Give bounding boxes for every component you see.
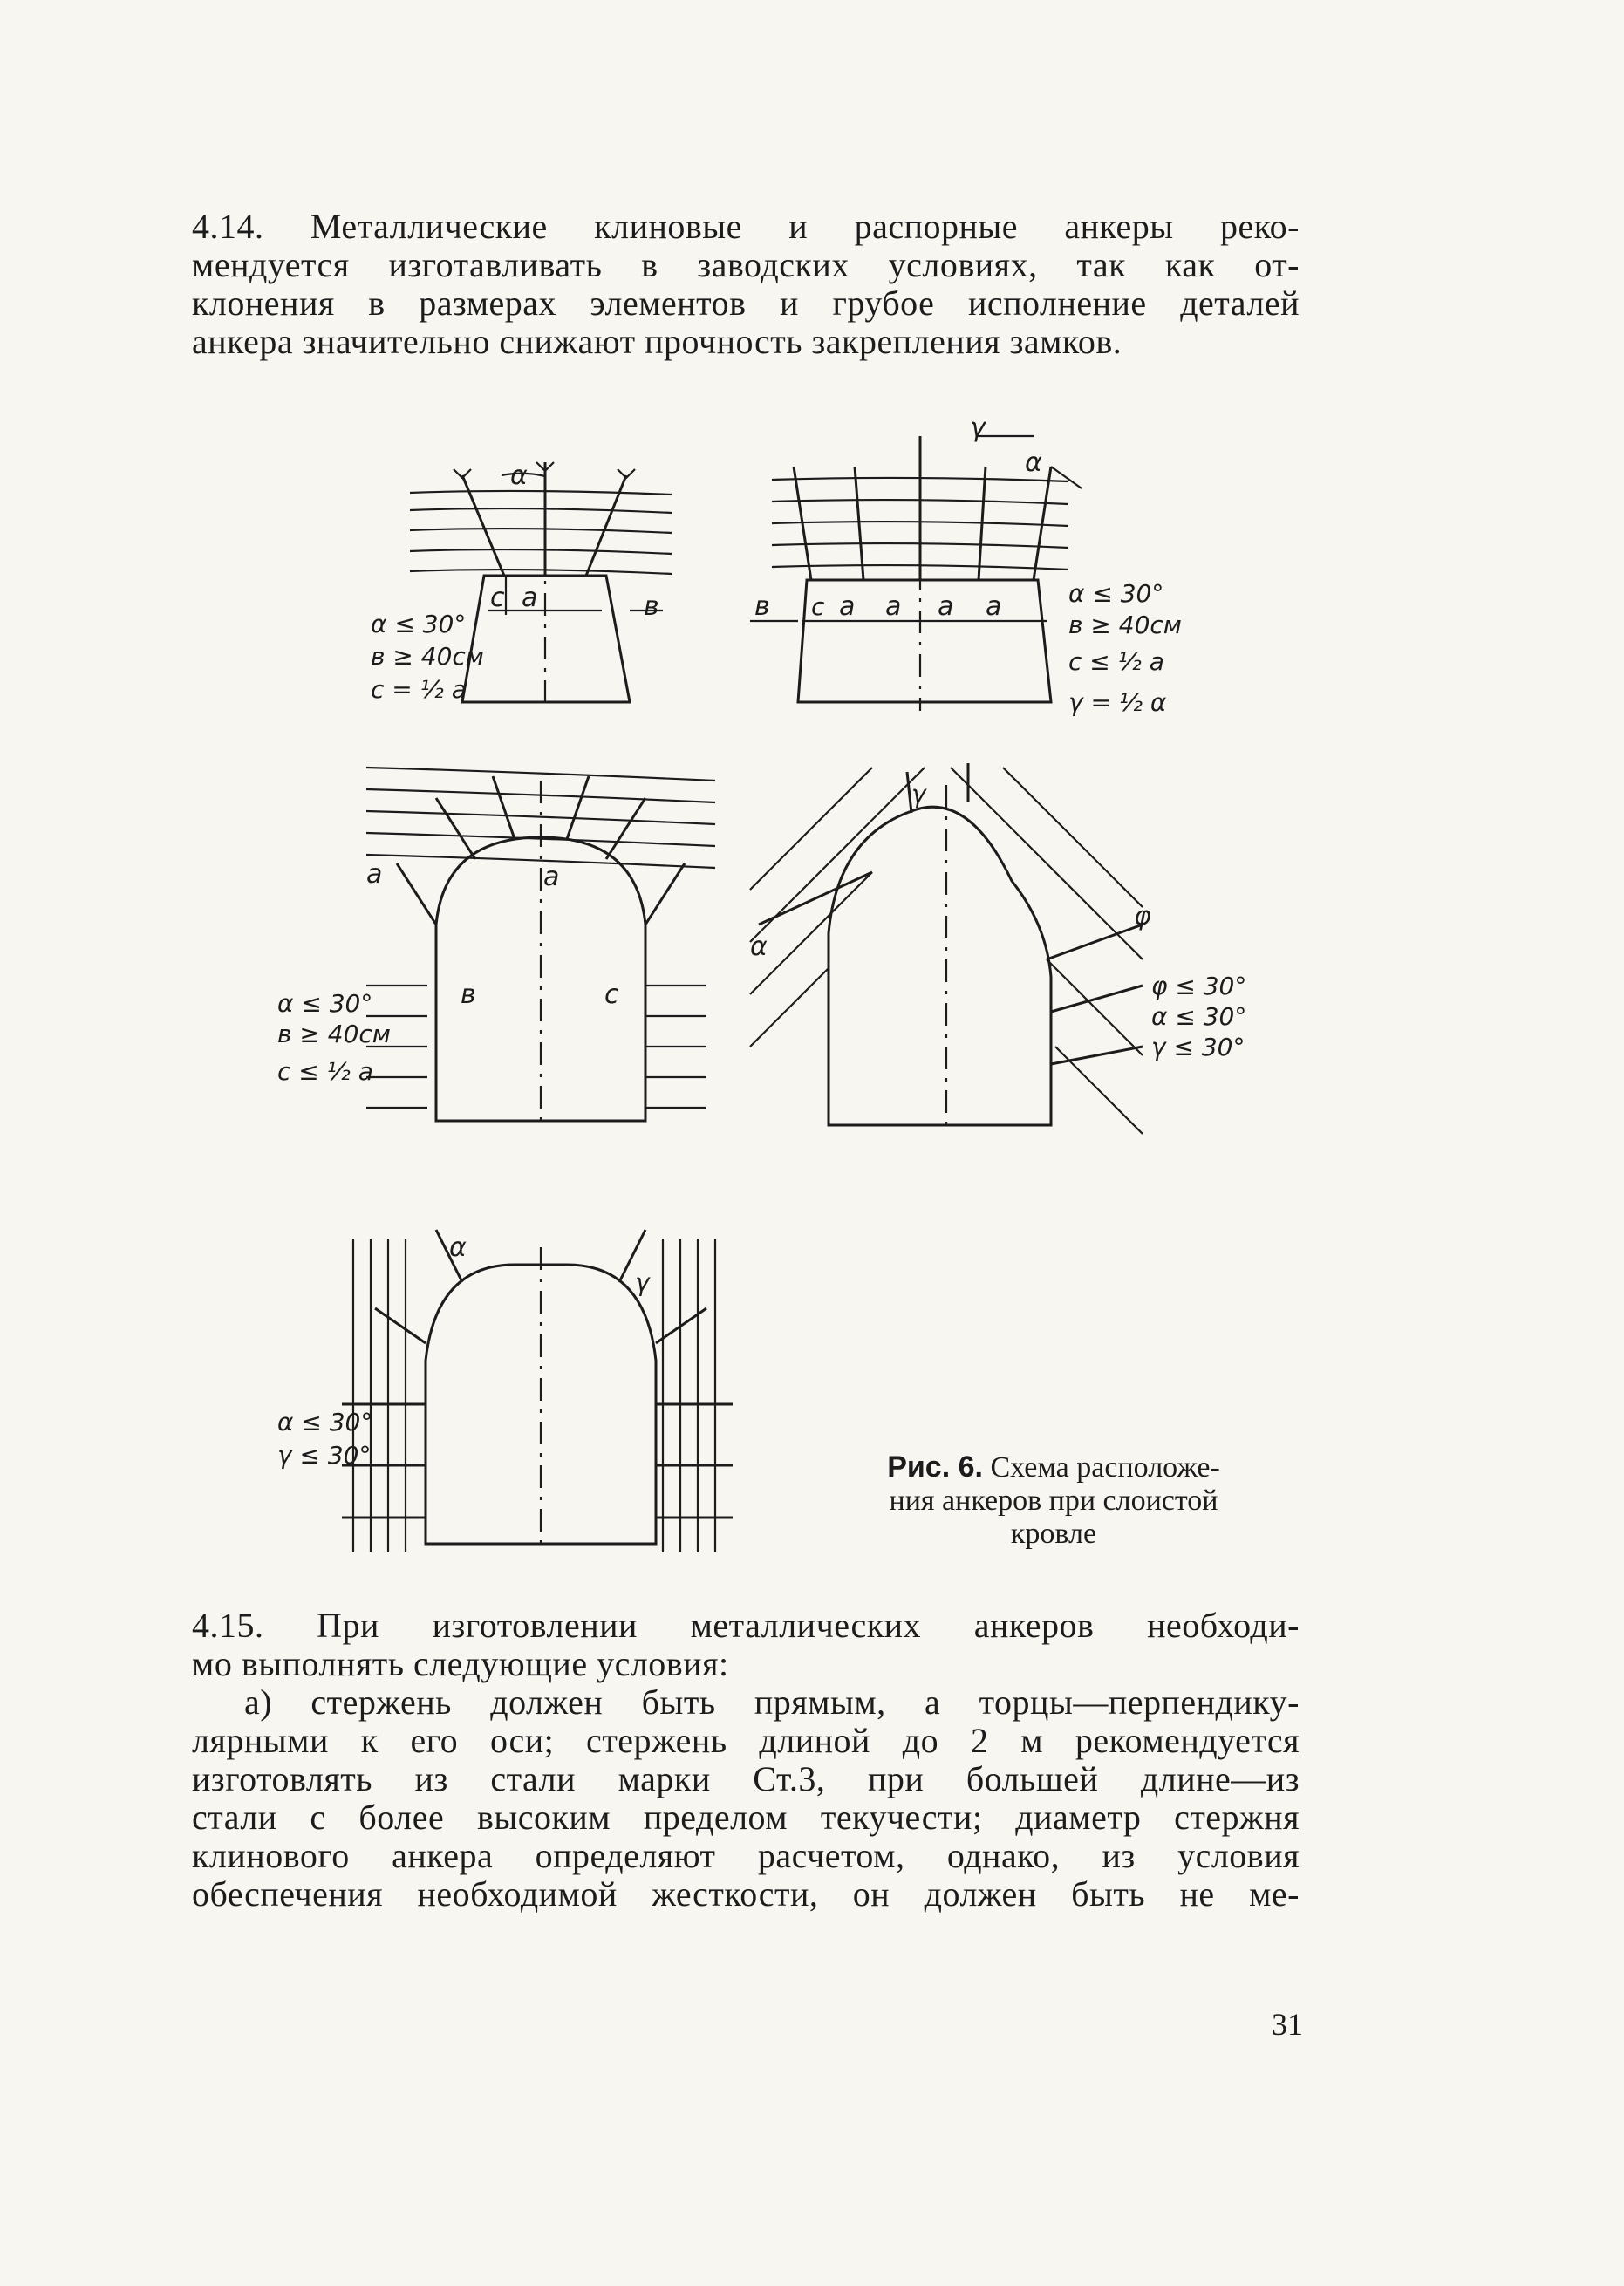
diagram5-label-gamma: γ <box>635 1268 650 1297</box>
diagram3-label-c: с <box>604 979 619 1010</box>
diagram-1 <box>371 461 672 711</box>
text-line: а) стержень должен быть прямым, а торцы—перпендику- <box>244 1682 1300 1722</box>
diagram2-label-a: а <box>839 591 856 622</box>
text-line: мо выполнять следующие условия: <box>192 1644 729 1683</box>
diagram4-label-phi: φ <box>1134 901 1151 931</box>
diagram5-label-alpha: α <box>449 1232 467 1263</box>
page-number: 31 <box>1272 2007 1303 2042</box>
diagram2-condition: в ≥ 40см <box>1068 611 1182 639</box>
diagram2-label-c: с <box>811 592 825 621</box>
diagram3-label-a: а <box>543 862 560 892</box>
diagram2-condition: γ = ½ α <box>1068 688 1167 717</box>
diagram3-label-a: а <box>366 859 383 890</box>
diagram-4 <box>750 763 1246 1134</box>
diagram-2 <box>750 413 1182 717</box>
diagram1-label-c: с <box>490 583 505 613</box>
diagram1-condition: в ≥ 40см <box>371 642 484 671</box>
diagram2-label-a: а <box>885 591 902 622</box>
diagram1-label-alpha: α <box>510 461 528 491</box>
text-line: анкера значительно снижают прочность закрепления замков. <box>192 322 1122 361</box>
diagram3-label-b: в <box>461 979 476 1010</box>
diagram2-condition: α ≤ 30° <box>1068 579 1164 608</box>
diagram3-condition: в ≥ 40см <box>277 1020 391 1048</box>
diagram1-condition: α ≤ 30° <box>371 610 467 638</box>
paragraph-4-15 <box>192 1607 1300 1914</box>
diagram4-condition: α ≤ 30° <box>1151 1002 1247 1031</box>
diagram2-label-gamma: γ <box>970 413 986 443</box>
diagram3-condition: α ≤ 30° <box>277 989 373 1018</box>
diagram4-label-alpha: α <box>750 931 768 962</box>
diagram5-condition: α ≤ 30° <box>277 1408 373 1436</box>
caption-text: Схема расположе- <box>982 1451 1220 1484</box>
text-line: 4.15. При изготовлении металлических анкеров необходи- <box>192 1606 1300 1645</box>
diagram1-label-a: а <box>522 583 538 613</box>
caption-text: ния анкеров при слоистой <box>889 1484 1218 1517</box>
diagram3-condition: с ≤ ½ а <box>277 1057 373 1086</box>
diagram2-label-b: в <box>754 591 770 622</box>
diagram4-condition: φ ≤ 30° <box>1151 972 1247 1000</box>
diagram1-label-b: в <box>644 591 659 622</box>
text-line: изготовлять из стали марки Ст.3, при большей длине—из <box>192 1759 1300 1798</box>
diagram4-condition: γ ≤ 30° <box>1151 1033 1245 1061</box>
caption-text: кровле <box>1010 1518 1097 1550</box>
diagram2-label-a: а <box>938 591 954 622</box>
diagram2-label-alpha: α <box>1025 447 1042 478</box>
text-line: мендуется изготавливать в заводских условиях, так как от- <box>192 245 1300 284</box>
diagram5-condition: γ ≤ 30° <box>277 1441 372 1470</box>
text-line: обеспечения необходимой жесткости, он должен быть не ме- <box>192 1874 1300 1914</box>
diagram4-label-gamma: γ <box>911 780 926 809</box>
diagram1-condition: с = ½ а <box>371 675 467 704</box>
text-line: клонения в размерах элементов и грубое исполнение деталей <box>192 283 1300 323</box>
diagram2-condition: с ≤ ½ а <box>1068 647 1164 676</box>
caption-label: Рис. 6. <box>887 1450 983 1484</box>
diagram2-label-a: а <box>986 591 1002 622</box>
text-line: стали с более высоким пределом текучести; диаметр стержня <box>192 1798 1300 1837</box>
text-line: 4.14. Металлические клиновые и распорные анкеры реко- <box>192 207 1300 246</box>
figure-caption <box>844 1450 1263 1551</box>
text-line: лярными к его оси; стержень длиной до 2 м рекомендуется <box>192 1721 1300 1760</box>
diagram-3 <box>277 768 715 1129</box>
text-line: клинового анкера определяют расчетом, однако, из условия <box>192 1836 1300 1875</box>
diagram-5 <box>277 1230 733 1552</box>
